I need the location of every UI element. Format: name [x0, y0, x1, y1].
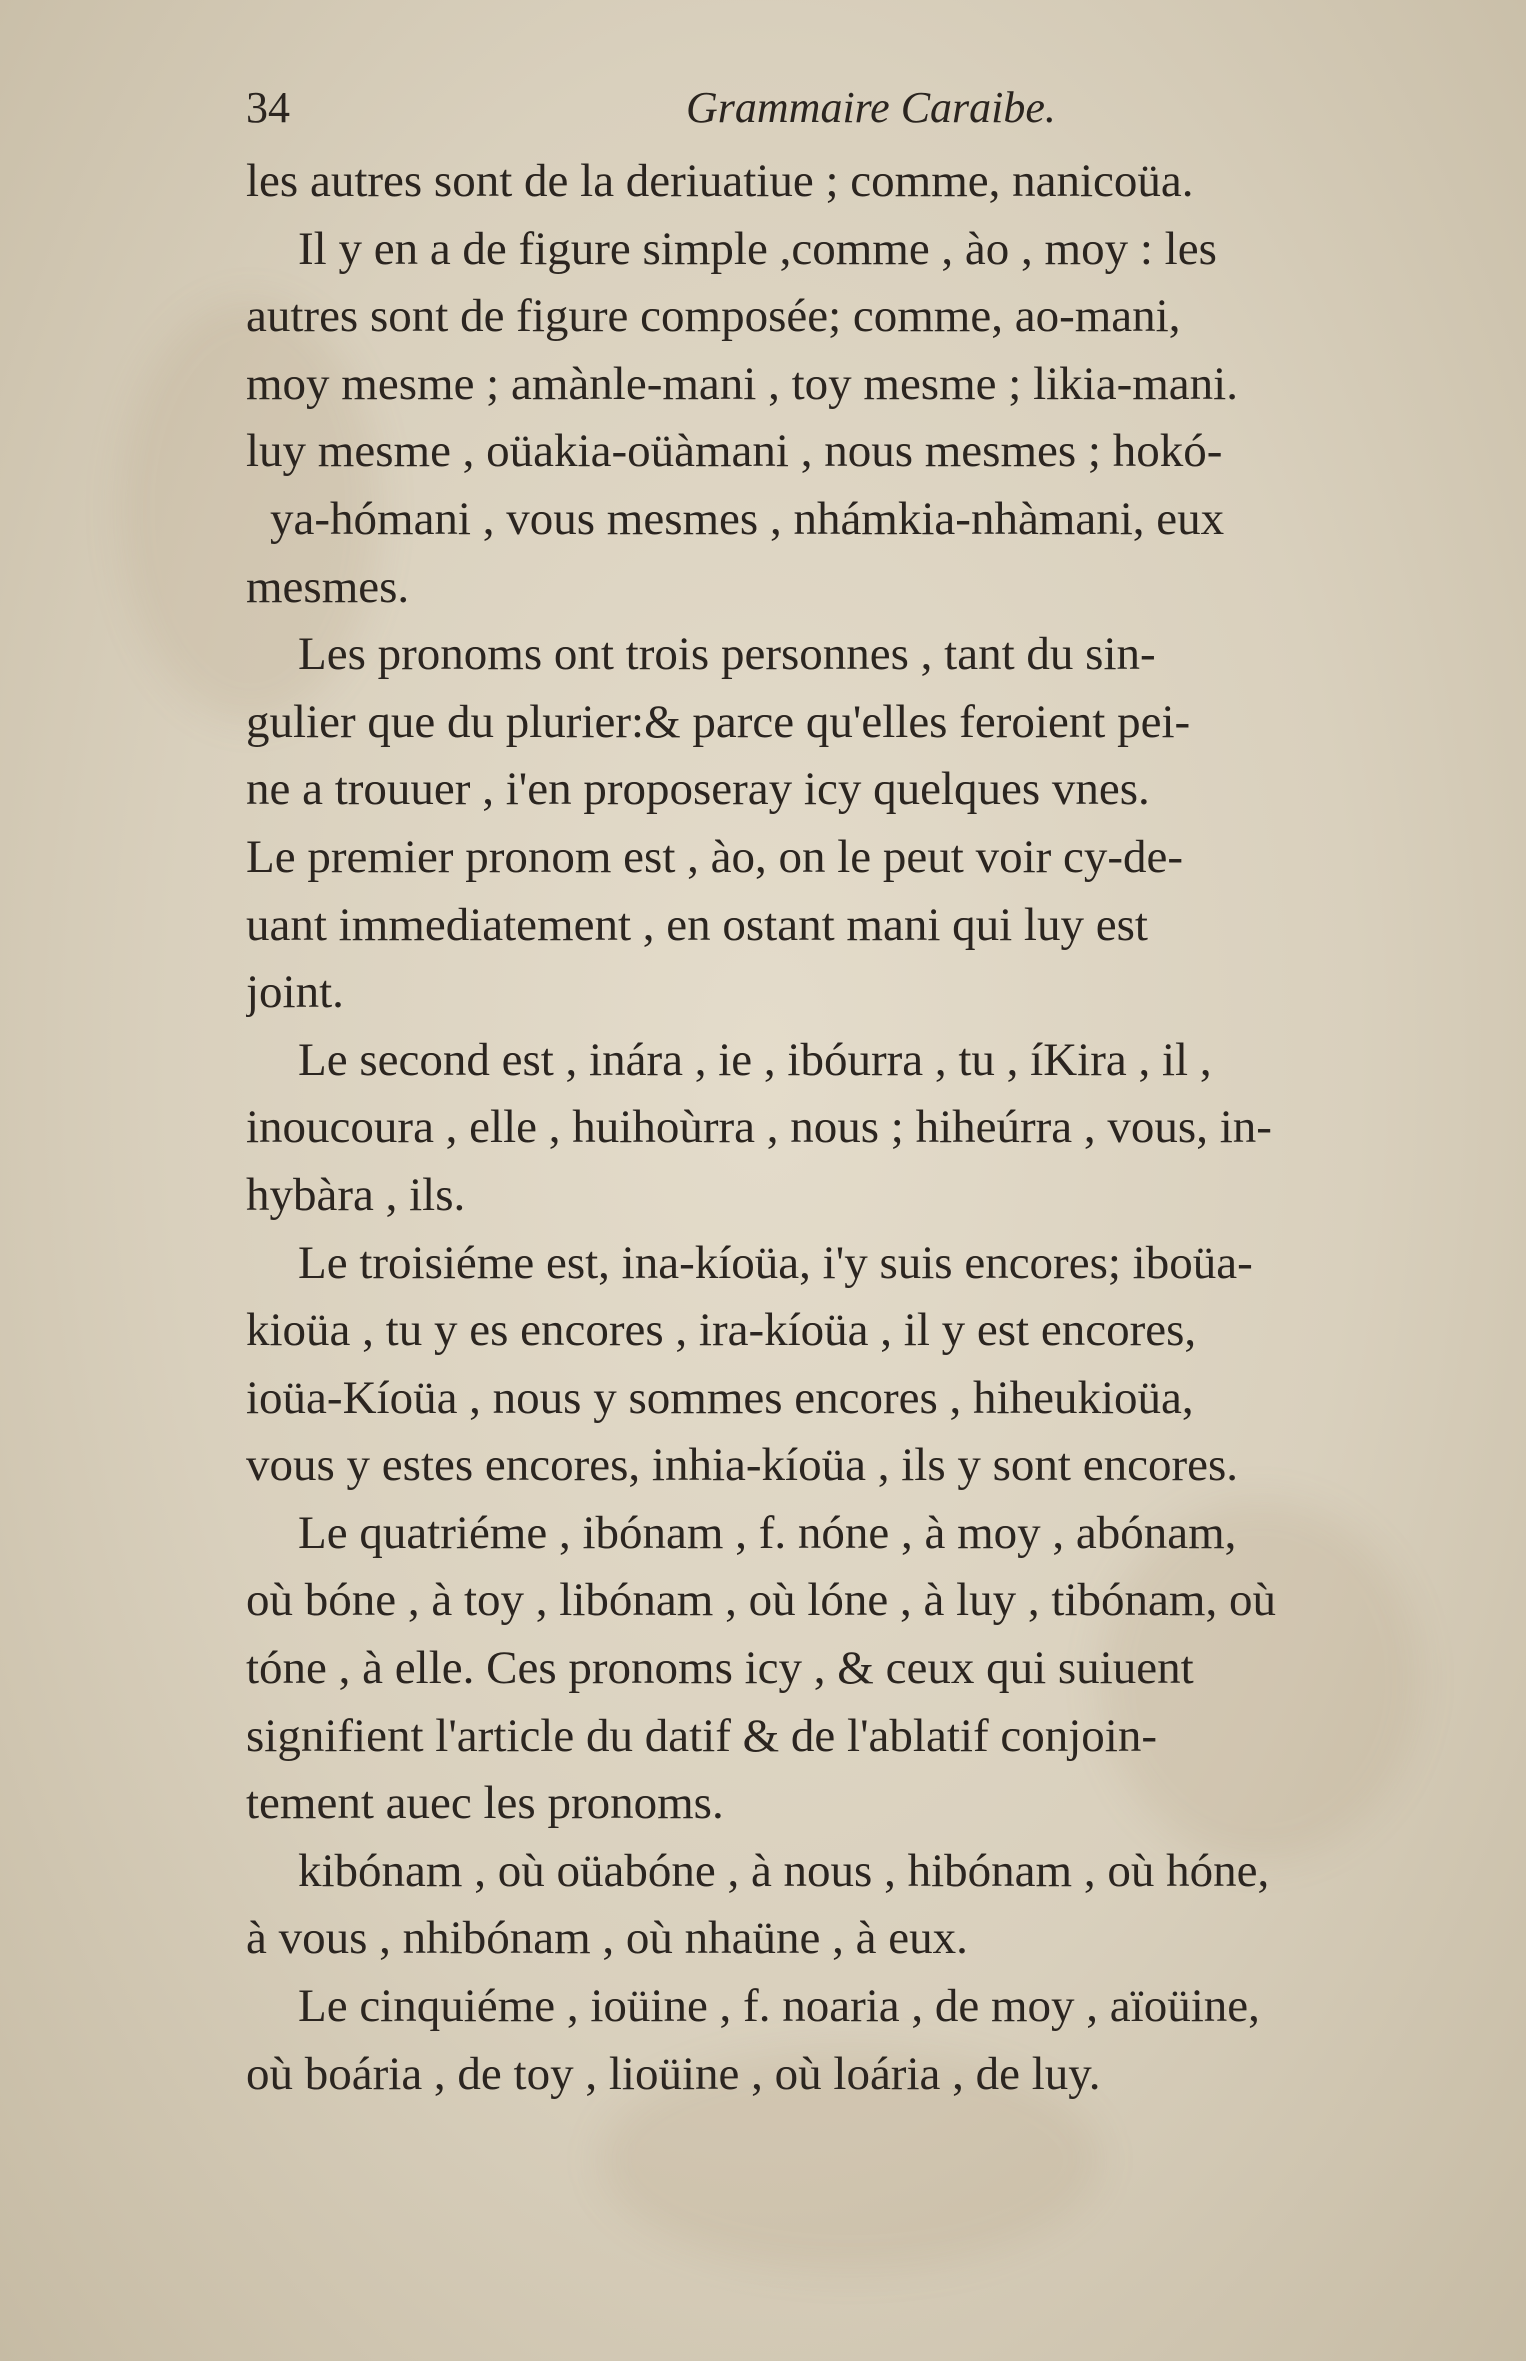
text-line: Il y en a de figure simple ,comme , ào , moy : les: [298, 222, 1217, 275]
text-line: Le second est , inára , ie , ibóurra , tu , íKira , il ,: [298, 1033, 1212, 1086]
text-line: Le cinquiéme , ioüine , f. noaria , de moy , aïoüine,: [298, 1980, 1260, 2033]
page-body: [246, 148, 1474, 2108]
text-line: inoucoura , elle , huihoùrra , nous ; hiheúrra , vous, in-: [246, 1101, 1272, 1154]
text-line: moy mesme ; amànle-mani , toy mesme ; likia-mani.: [246, 357, 1238, 410]
text-line: vous y estes encores, inhia-kíoüa , ils y sont encores.: [246, 1439, 1239, 1492]
text-line: kibónam , où oüabóne , à nous , hibónam , où hóne,: [298, 1844, 1270, 1897]
text-line: tóne , à elle. Ces pronoms icy , & ceux qui suiuent: [246, 1642, 1194, 1695]
text-line: ya-hómani , vous mesmes , nhámkia-nhàmani, eux: [270, 492, 1225, 545]
text-line: à vous , nhibónam , où nhaüne , à eux.: [246, 1912, 968, 1965]
text-line: luy mesme , oüakia-oüàmani , nous mesmes ; hokó-: [246, 425, 1223, 478]
text-line: où boária , de toy , lioüine , où loária , de luy.: [246, 2047, 1101, 2100]
running-title: Grammaire Caraibe.: [686, 83, 1056, 132]
text-line: uant immediatement , en ostant mani qui luy est: [246, 898, 1148, 951]
text-line: où bóne , à toy , libónam , où lóne , à luy , tibónam, où: [246, 1574, 1276, 1627]
text-line: ioüa-Kíoüa , nous y sommes encores , hiheukioüa,: [246, 1371, 1194, 1424]
page-number: 34: [246, 83, 290, 132]
text-line: Le premier pronom est , ào, on le peut voir cy-de-: [246, 830, 1184, 883]
text-line: kioüa , tu y es encores , ira-kíoüa , il y est encores,: [246, 1304, 1197, 1357]
text-line: mesmes.: [246, 560, 410, 613]
text-line: Le quatriéme , ibónam , f. nóne , à moy , abónam,: [298, 1506, 1237, 1559]
text-line: joint.: [246, 966, 344, 1019]
text-line: Les pronoms ont trois personnes , tant du sin-: [298, 628, 1156, 681]
text-line: autres sont de figure composée; comme, ao-mani,: [246, 290, 1181, 343]
text-line: hybàra , ils.: [246, 1168, 466, 1221]
text-line: Le troisiéme est, ina-kíoüa, i'y suis encores; iboüa-: [298, 1236, 1253, 1289]
text-line: les autres sont de la deriuatiue ; comme, nanicoüa.: [246, 155, 1194, 207]
text-line: gulier que du plurier:& parce qu'elles feroient pei-: [246, 695, 1191, 748]
text-line: tement auec les pronoms.: [246, 1777, 724, 1830]
text-line: ne a trouuer , i'en proposeray icy quelques vnes.: [246, 763, 1150, 816]
page-header: [246, 82, 1446, 142]
text-line: signifient l'article du datif & de l'ablatif conjoin-: [246, 1709, 1157, 1762]
